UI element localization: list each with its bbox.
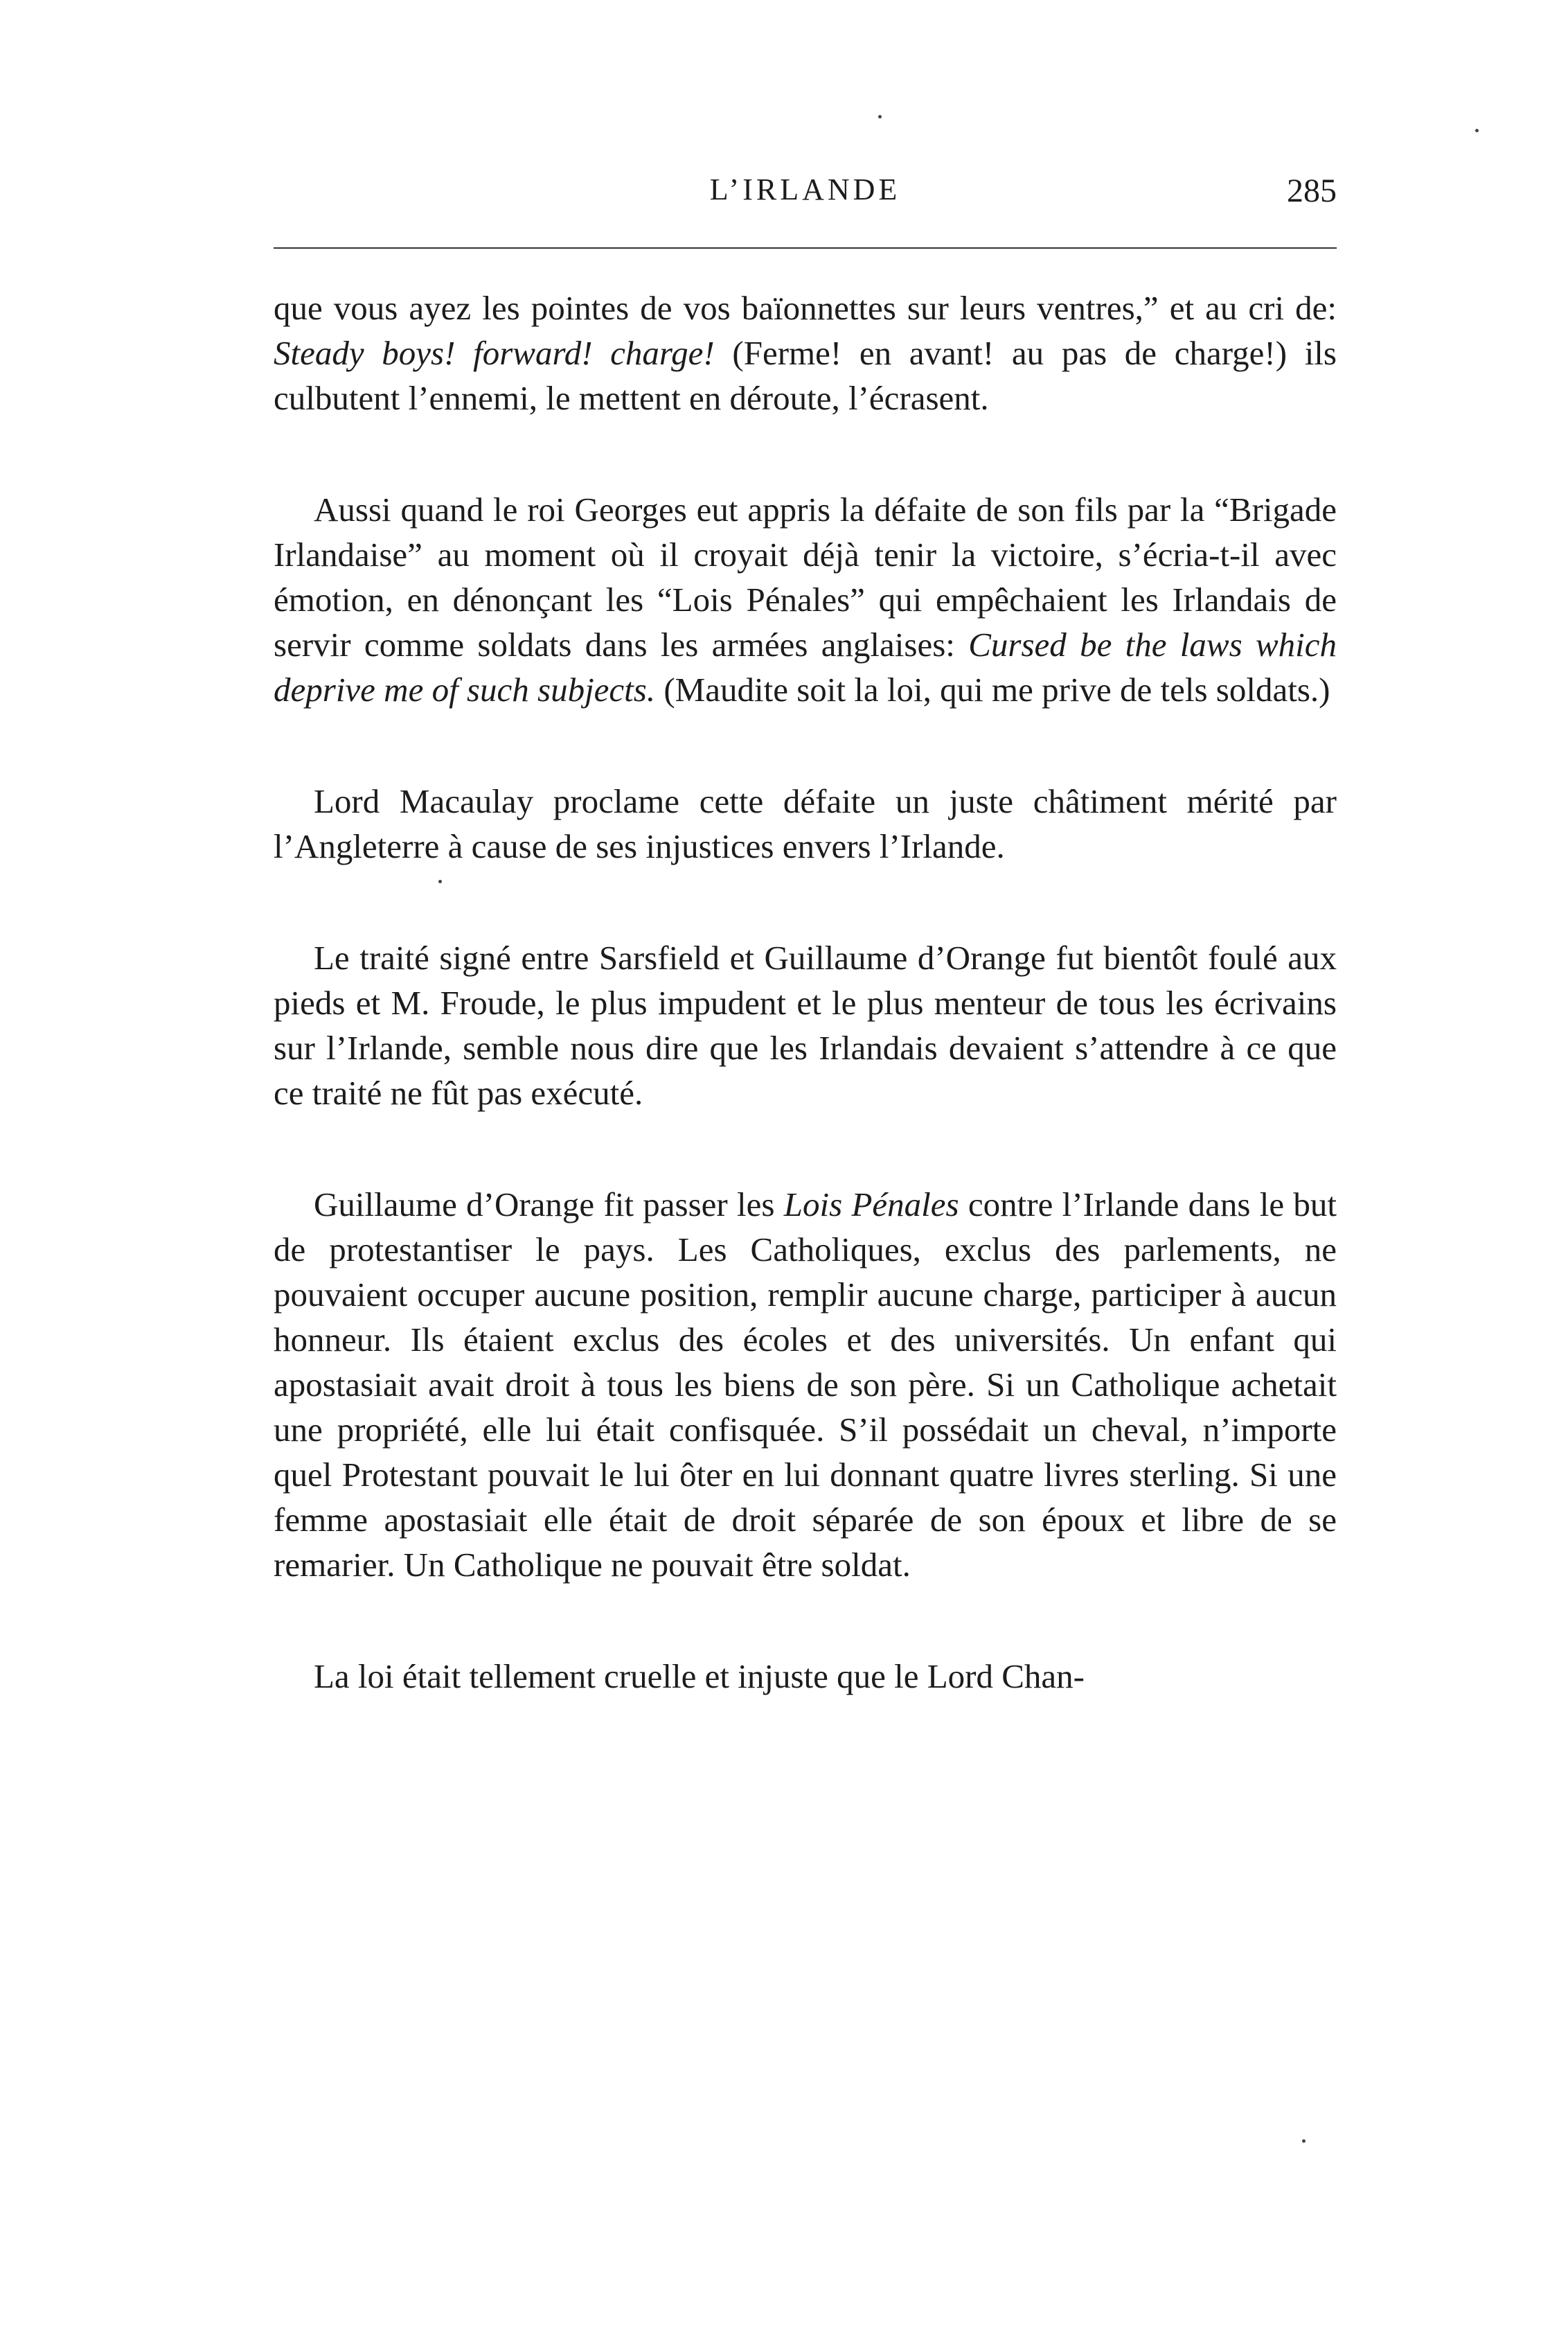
paragraph-4 bbox=[274, 935, 1337, 1115]
text-run: Le traité signé entre Sarsfield et Guillaume d’Orange fut bientôt foulé aux pieds et M. Froude, le plus impudent et le plus menteur de tous les écrivains sur l’Irlande, semble nous dire que les Irlandais devaient s’attendre à ce que ce traité ne fût pas exécuté. bbox=[274, 939, 1337, 1112]
print-speck bbox=[1302, 2139, 1306, 2143]
paragraph-5 bbox=[274, 1182, 1337, 1587]
header-rule bbox=[274, 247, 1337, 249]
running-header bbox=[274, 172, 1337, 227]
italic-text-run: Cursed be the laws which deprive me of such subjects. bbox=[274, 626, 1337, 709]
text-run: La loi était tellement cruelle et injuste que le Lord Chan- bbox=[314, 1657, 1085, 1695]
text-run: que vous ayez les pointes de vos baïonnettes sur leurs ventres,” et au cri de: bbox=[274, 289, 1337, 327]
print-speck bbox=[878, 115, 882, 118]
paragraph-1 bbox=[274, 285, 1337, 421]
paragraph-2 bbox=[274, 487, 1337, 712]
text-run: (Ferme! en avant! au pas de charge!) ils culbutent l’ennemi, le mettent en déroute, l’écrasent. bbox=[274, 334, 1337, 417]
text-run: (Maudite soit la loi, qui me prive de tels soldats.) bbox=[655, 671, 1330, 709]
italic-text-run: Lois Pénales bbox=[783, 1185, 959, 1223]
text-run: Lord Macaulay proclame cette défaite un juste châtiment mérité par l’Angleterre à cause de ses injustices envers l’Irlande. bbox=[274, 782, 1337, 865]
text-run: contre l’Irlande dans le but de protestantiser le pays. Les Catholiques, exclus des parlements, ne pouvaient occuper aucune position, remplir aucune charge, participer à aucun honneur. Ils étaient exclus des écoles et des universités. Un enfant qui apostasiait avait droit à tous les biens de son père. Si un Catholique achetait une propriété, elle lui était confisquée. S’il possédait un cheval, n’importe quel Protestant pouvait le lui ôter en lui donnant quatre livres sterling. Si une femme apostasiait elle était de droit séparée de son époux et libre de se remarier. Un Catholique ne pouvait être soldat. bbox=[274, 1185, 1337, 1584]
text-run: Guillaume d’Orange fit passer les bbox=[314, 1185, 784, 1223]
paragraph-6 bbox=[274, 1654, 1337, 1699]
running-title: L’IRLANDE bbox=[709, 173, 901, 206]
print-speck bbox=[1475, 129, 1479, 132]
italic-text-run: Steady boys! forward! charge! bbox=[274, 334, 715, 372]
page-number: 285 bbox=[1287, 173, 1337, 209]
body-text bbox=[274, 285, 1337, 1699]
text-run: Aussi quand le roi Georges eut appris la défaite de son fils par la “Brigade Irlandaise” au moment où il croyait déjà tenir la victoire, s’écria-t-il avec émotion, en dénonçant les “Lois Pénales” qui empêchaient les Irlandais de servir comme soldats dans les armées anglaises: bbox=[274, 490, 1337, 664]
paragraph-3 bbox=[274, 779, 1337, 869]
